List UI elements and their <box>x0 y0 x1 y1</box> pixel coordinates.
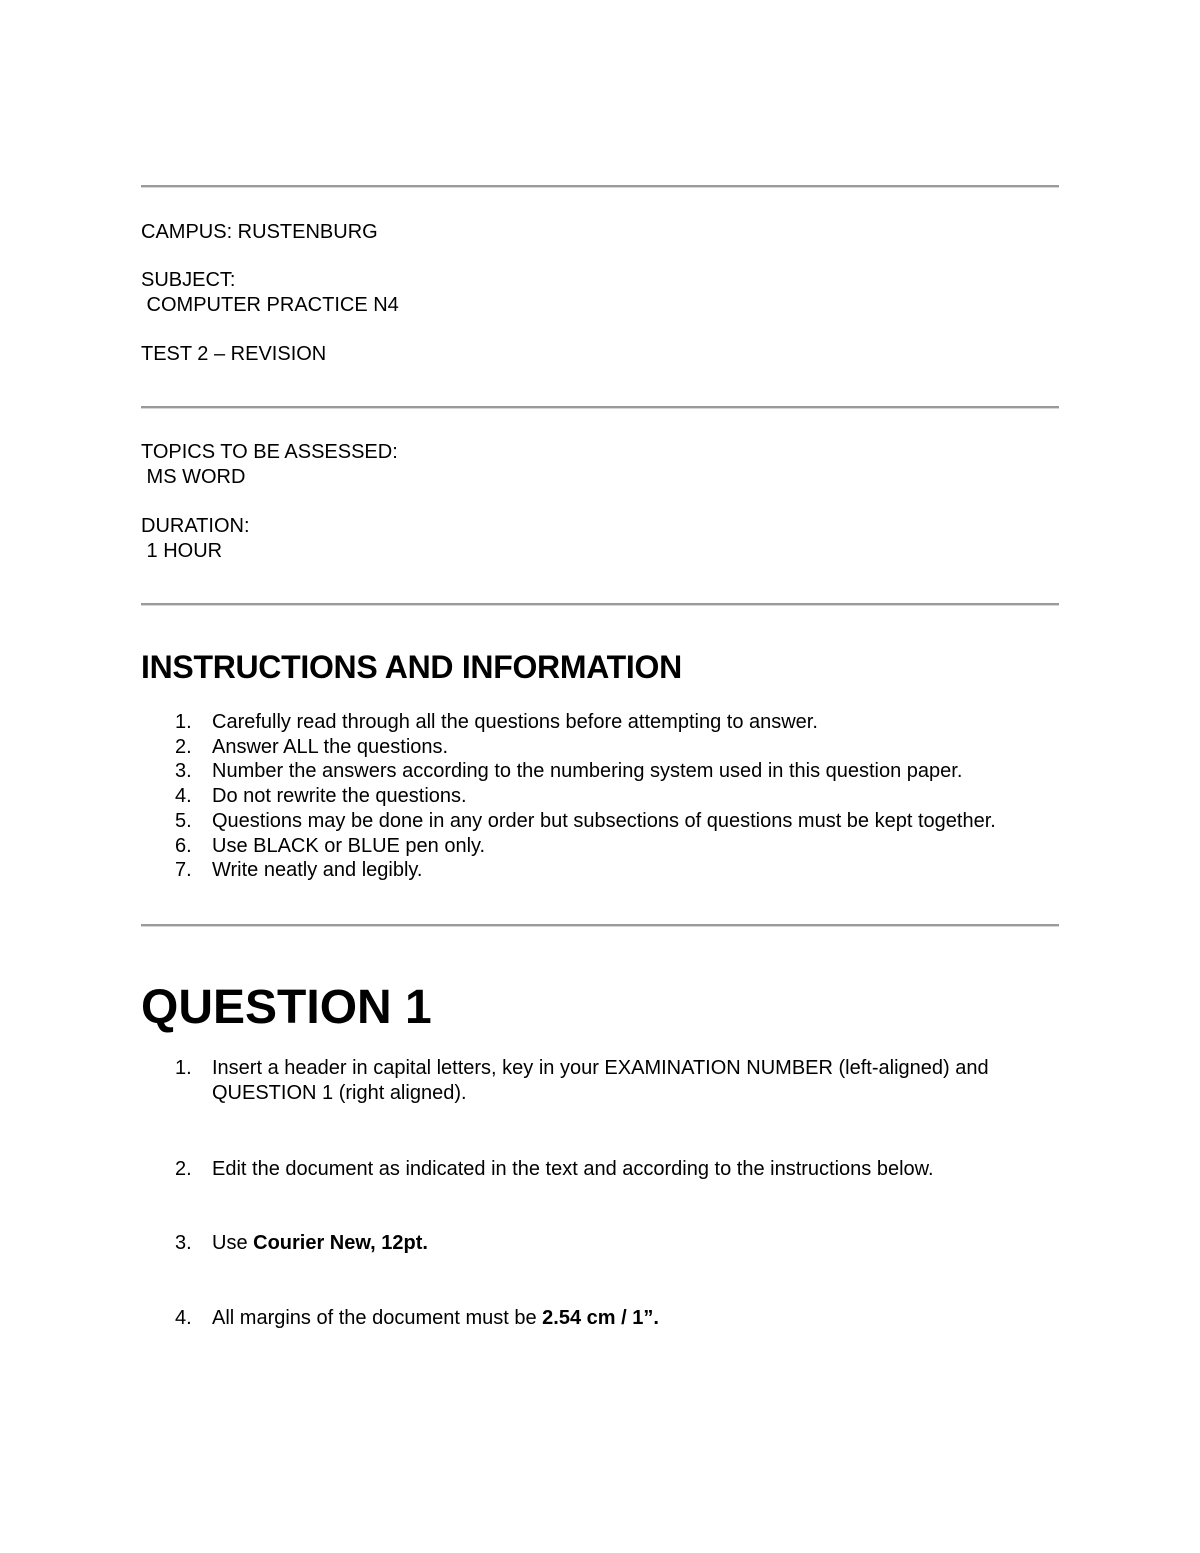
duration-value: 1 HOUR <box>141 540 223 562</box>
horizontal-rule <box>141 185 1059 188</box>
list-text: Insert a header in capital letters, key in your EXAMINATION NUMBER (left-aligned) and QUESTION 1 (right aligned). <box>212 1057 989 1104</box>
question-list <box>141 1306 1071 1331</box>
list-number: 1. <box>175 1057 192 1079</box>
list-item <box>141 834 1071 859</box>
list-item <box>141 1231 1071 1256</box>
list-item <box>141 710 1071 735</box>
subject-value: COMPUTER PRACTICE N4 <box>141 294 399 316</box>
list-item <box>141 735 1071 760</box>
list-text-bold: 2.54 cm / 1”. <box>542 1307 659 1329</box>
list-number: 3. <box>175 760 192 783</box>
list-number: 5. <box>175 809 192 832</box>
list-text: Edit the document as indicated in the text and according to the instructions below. <box>212 1158 934 1180</box>
topics-label: TOPICS TO BE ASSESSED: <box>141 441 398 463</box>
list-item <box>141 1056 1071 1106</box>
question-heading: QUESTION 1 <box>141 981 432 1034</box>
list-text: Use <box>212 1232 254 1254</box>
list-text: Number the answers according to the numbering system used in this question paper. <box>212 760 963 783</box>
test-title: TEST 2 – REVISION <box>141 343 327 365</box>
list-number: 6. <box>175 834 192 857</box>
list-text: Carefully read through all the questions before attempting to answer. <box>212 711 818 733</box>
list-text: Answer ALL the questions. <box>212 735 449 758</box>
instructions-heading: INSTRUCTIONS AND INFORMATION <box>141 649 682 685</box>
list-number: 7. <box>175 859 192 882</box>
horizontal-rule <box>141 406 1059 409</box>
question-list <box>141 1231 1071 1256</box>
list-item <box>141 759 1071 784</box>
list-text: Write neatly and legibly. <box>212 859 423 882</box>
list-number: 2. <box>175 1158 192 1180</box>
subject-label: SUBJECT: <box>141 269 236 291</box>
instructions-list <box>141 710 1071 883</box>
list-number: 1. <box>175 711 192 733</box>
list-item <box>141 809 1071 834</box>
question-list <box>141 1157 1071 1182</box>
topics-value: MS WORD <box>141 466 246 488</box>
list-text: Do not rewrite the questions. <box>212 785 467 808</box>
list-text: Questions may be done in any order but subsections of questions must be kept together. <box>212 809 996 832</box>
question-list <box>141 1056 1071 1106</box>
duration-label: DURATION: <box>141 515 250 537</box>
list-text: All margins of the document must be <box>212 1307 543 1329</box>
list-number: 4. <box>175 785 192 808</box>
list-number: 3. <box>175 1232 192 1254</box>
list-number: 2. <box>175 735 192 758</box>
list-text: Use BLACK or BLUE pen only. <box>212 834 486 857</box>
list-item <box>141 1157 1071 1182</box>
list-item <box>141 1306 1071 1331</box>
horizontal-rule <box>141 603 1059 606</box>
list-text-bold: Courier New, 12pt. <box>253 1232 428 1254</box>
campus-line: CAMPUS: RUSTENBURG <box>141 221 378 243</box>
list-item <box>141 784 1071 809</box>
list-number: 4. <box>175 1307 192 1329</box>
horizontal-rule <box>141 924 1059 927</box>
list-item <box>141 858 1071 883</box>
